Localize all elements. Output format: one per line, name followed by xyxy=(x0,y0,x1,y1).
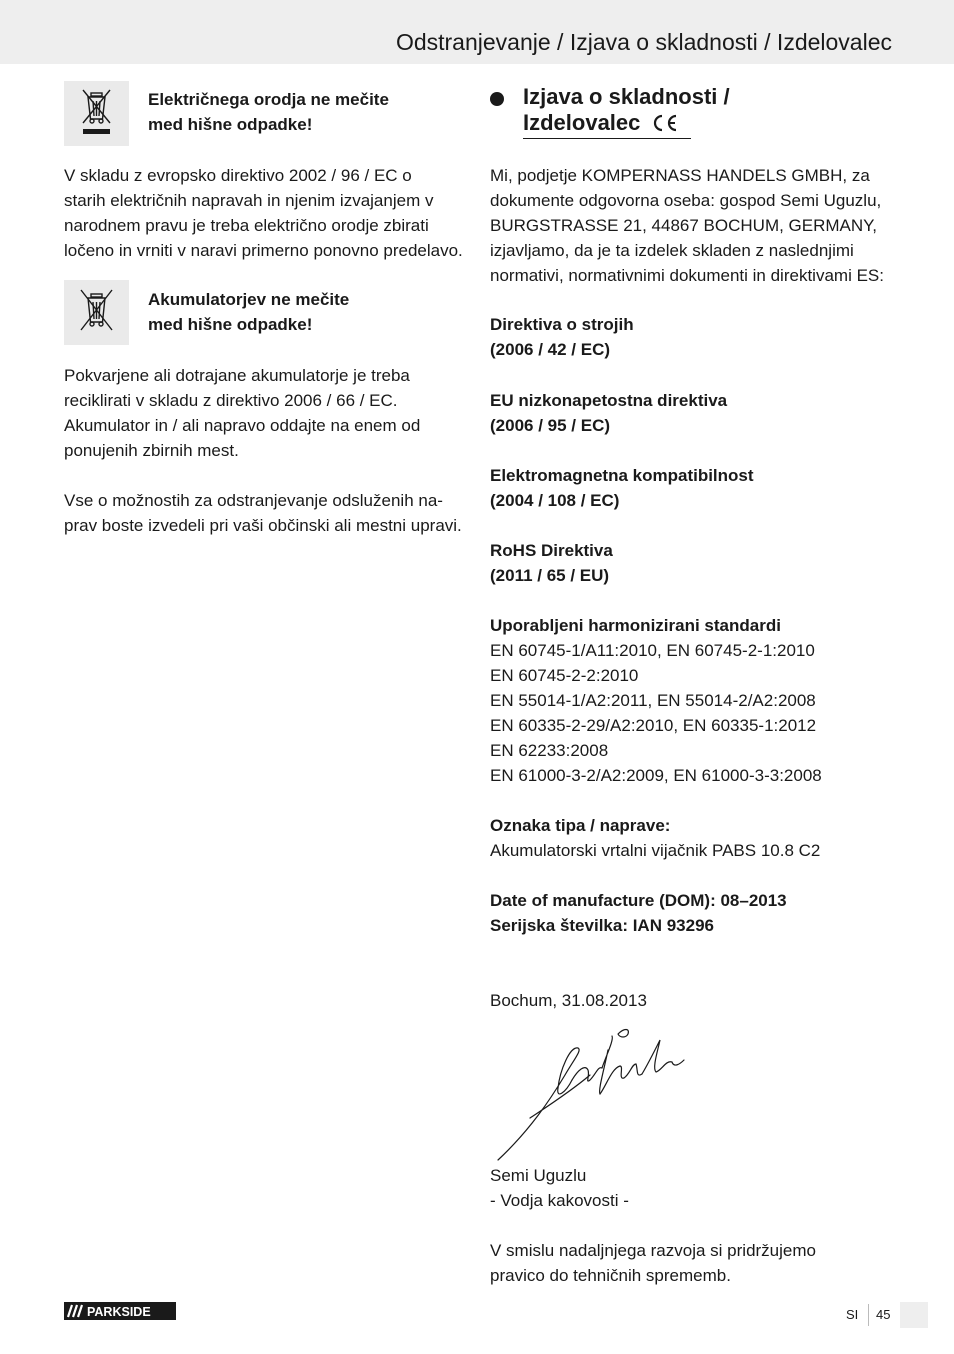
paragraph-line: Mi, podjetje KOMPERNASS HANDELS GMBH, za xyxy=(490,166,870,185)
paragraph-line: izjavljamo, da je ta izdelek skladen z naslednjimi xyxy=(490,241,854,260)
directive-name: Elektromagnetna kompatibilnost xyxy=(490,466,754,485)
brand-name: PARKSIDE xyxy=(87,1305,151,1319)
paragraph-line: reciklirati v skladu z direktivo 2006 / 66 / EC. xyxy=(64,391,398,410)
signer-block xyxy=(490,1163,900,1213)
standard-line: EN 60745-2-2:2010 xyxy=(490,666,639,685)
place-date: Bochum, 31.08.2013 xyxy=(490,991,647,1010)
paragraph-line: V skladu z evropsko direktivo 2002 / 96 / EC o xyxy=(64,166,412,185)
weee-directive-paragraph xyxy=(64,163,464,263)
standard-line: EN 61000-3-2/A2:2009, EN 61000-3-3:2008 xyxy=(490,766,822,785)
paragraph-line: Vse o možnostih za odstranjevanje odsluženih na- xyxy=(64,491,443,510)
paragraph-line: prav boste izvedeli pri vaši občinski ali mestni upravi. xyxy=(64,516,462,535)
low-voltage-directive xyxy=(490,388,900,438)
date-of-manufacture: Date of manufacture (DOM): 08–2013 xyxy=(490,891,787,910)
paragraph-line: ponujenih zbirnih mest. xyxy=(64,441,239,460)
weee-bin-icon xyxy=(64,81,129,146)
directive-code: (2006 / 95 / EC) xyxy=(490,416,611,435)
paragraph-line: starih električnih napravah in njenim izvajanjem v xyxy=(64,191,434,210)
type-value: Akumulatorski vrtalni vijačnik PABS 10.8 C2 xyxy=(490,841,821,860)
directive-name: RoHS Direktiva xyxy=(490,541,613,560)
weee-tool-notice xyxy=(148,87,468,137)
bullet-icon xyxy=(490,92,504,106)
paragraph-line: Pokvarjene ali dotrajane akumulatorje je treba xyxy=(64,366,410,385)
standard-line: EN 55014-1/A2:2011, EN 55014-2/A2:2008 xyxy=(490,691,816,710)
paragraph-line: BURGSTRASSE 21, 44867 BOCHUM, GERMANY, xyxy=(490,216,878,235)
notice-line: Akumulatorjev ne mečite xyxy=(148,290,350,309)
paragraph-line: normativi, normativnimi dokumenti in direktivami ES: xyxy=(490,266,884,285)
type-title: Oznaka tipa / naprave: xyxy=(490,816,671,835)
signer-role: - Vodja kakovosti - xyxy=(490,1191,629,1210)
battery-bin-icon xyxy=(64,280,129,345)
signature-image xyxy=(490,1020,690,1170)
declaration-intro xyxy=(490,163,900,288)
notice-line: med hišne odpadke! xyxy=(148,315,313,334)
rohs-directive xyxy=(490,538,900,588)
ce-mark-icon xyxy=(651,113,679,139)
page-tab-marker xyxy=(900,1302,928,1328)
notice-line: med hišne odpadke! xyxy=(148,115,313,134)
directive-code: (2011 / 65 / EU) xyxy=(490,566,610,585)
paragraph-line: narodnem pravu je treba električno orodje zbirati xyxy=(64,216,429,235)
paragraph-line: ločeno in vrniti v naravi primerno ponovno predelavo. xyxy=(64,241,463,260)
emc-directive xyxy=(490,463,900,513)
heading-line: Izjava o skladnosti / xyxy=(523,84,730,109)
heading-line: Izdelovalec xyxy=(523,110,641,135)
parkside-logo xyxy=(64,1302,176,1325)
paragraph-line: V smislu nadaljnjega razvoja si pridržujemo xyxy=(490,1241,816,1260)
directive-code: (2006 / 42 / EC) xyxy=(490,340,611,359)
standard-line: EN 60745-1/A11:2010, EN 60745-2-1:2010 xyxy=(490,641,815,660)
language-code: SI xyxy=(846,1307,859,1322)
standards-title: Uporabljeni harmonizirani standardi xyxy=(490,616,781,635)
harmonized-standards xyxy=(490,613,900,788)
signer-name: Semi Uguzlu xyxy=(490,1166,587,1185)
manufacture-info xyxy=(490,888,900,938)
paragraph-line: dokumente odgovorna oseba: gospod Semi Uguzlu, xyxy=(490,191,882,210)
machinery-directive xyxy=(490,312,900,362)
battery-disposal-notice xyxy=(148,287,468,337)
notice-line: Električnega orodja ne mečite xyxy=(148,90,389,109)
battery-recycling-paragraph xyxy=(64,363,464,463)
heading-underline xyxy=(523,138,691,139)
standard-line: EN 62233:2008 xyxy=(490,741,609,760)
serial-number: Serijska številka: IAN 93296 xyxy=(490,916,714,935)
type-designation xyxy=(490,813,900,863)
directive-name: Direktiva o strojih xyxy=(490,315,634,334)
page-number: 45 xyxy=(876,1307,891,1322)
footer-divider xyxy=(868,1304,869,1326)
directive-name: EU nizkonapetostna direktiva xyxy=(490,391,728,410)
standard-line: EN 60335-2-29/A2:2010, EN 60335-1:2012 xyxy=(490,716,817,735)
disposal-info-paragraph xyxy=(64,488,464,538)
closing-paragraph xyxy=(490,1238,900,1288)
paragraph-line: Akumulator in / ali napravo oddajte na enem od xyxy=(64,416,421,435)
directive-code: (2004 / 108 / EC) xyxy=(490,491,620,510)
page-header xyxy=(0,0,954,64)
page-title: Odstranjevanje / Izjava o skladnosti / Izdelovalec xyxy=(395,29,892,55)
paragraph-line: pravico do tehničnih sprememb. xyxy=(490,1266,731,1285)
